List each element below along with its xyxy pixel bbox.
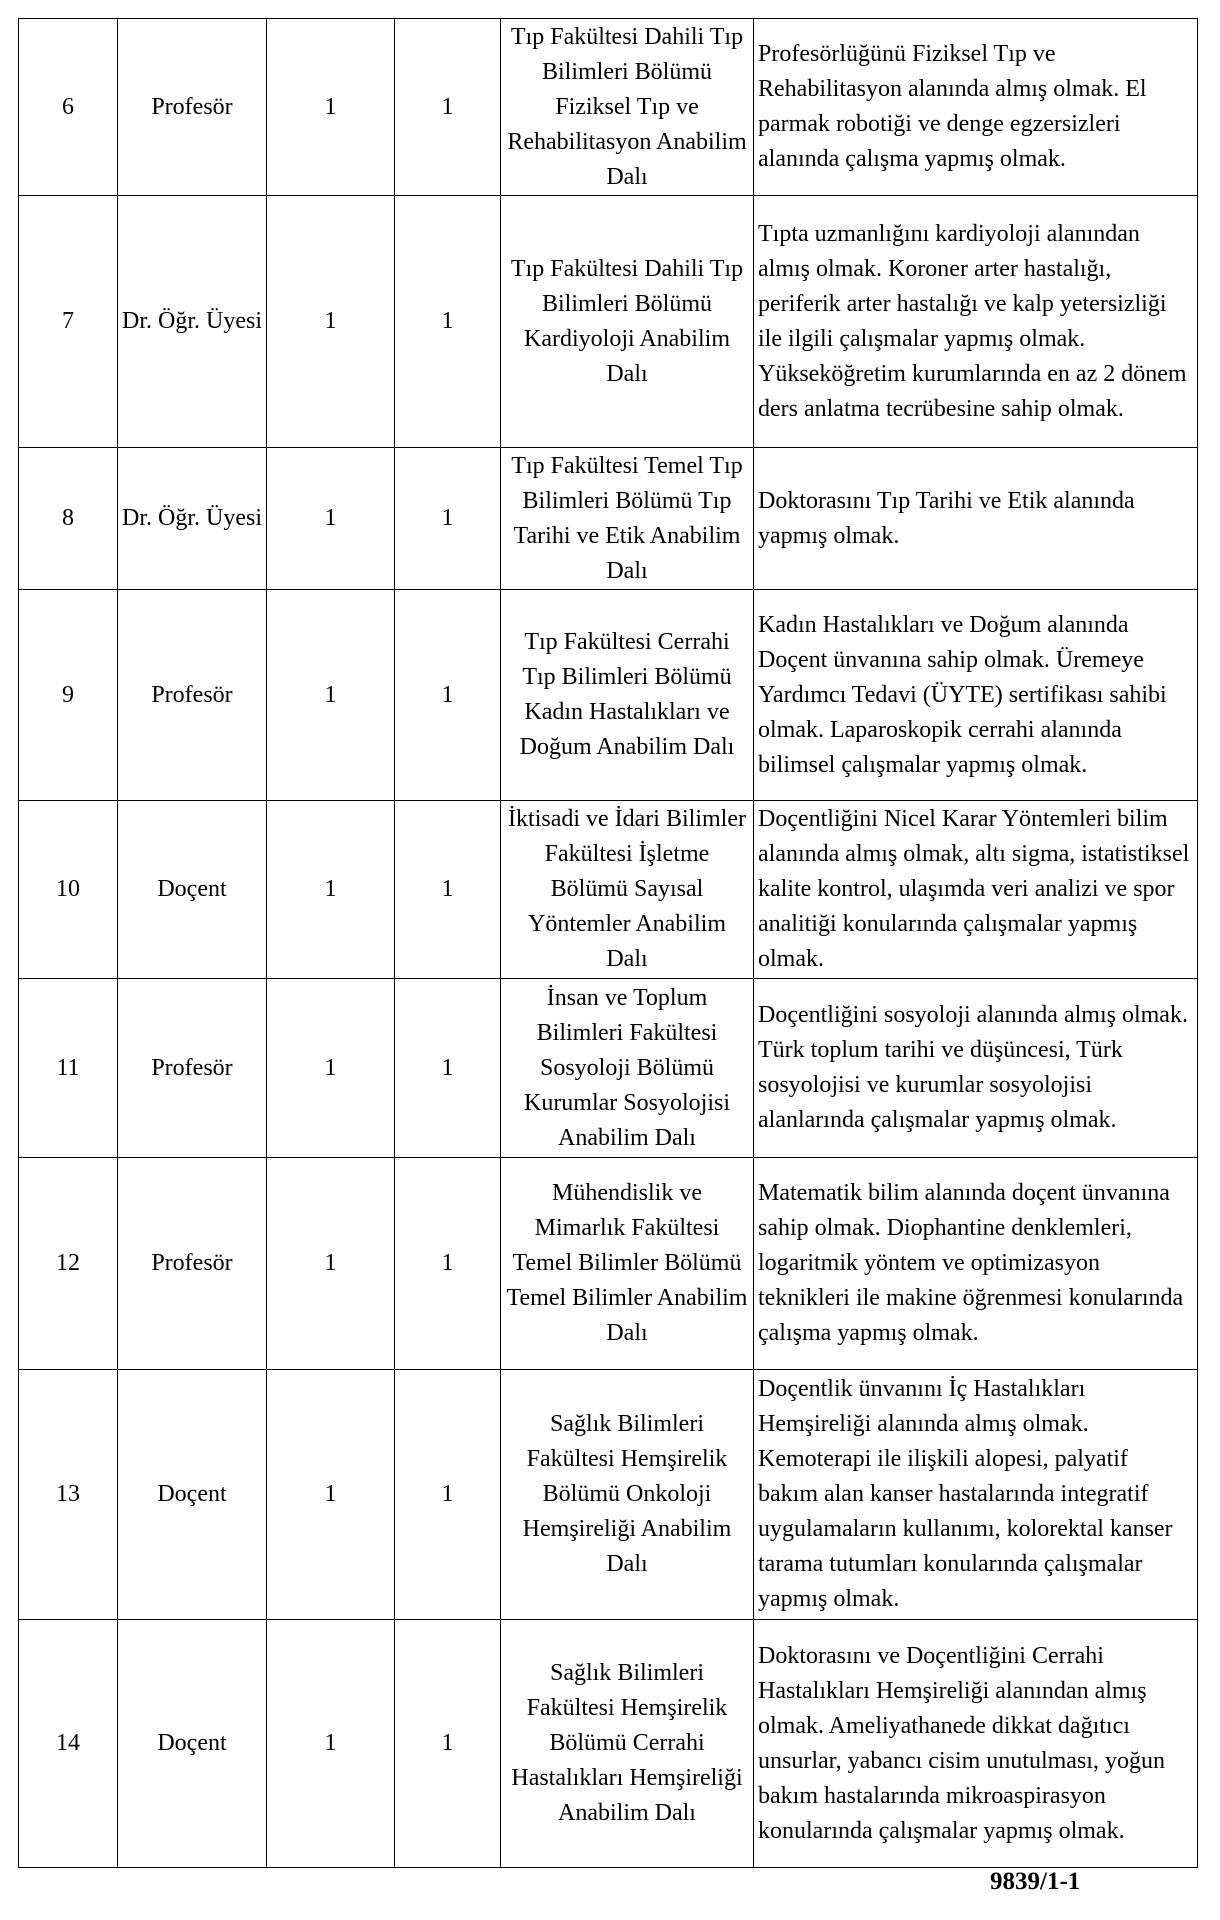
position-count-2: 1 [395, 590, 501, 801]
department: Sağlık Bilimleri Fakültesi Hemşirelik Bölümü Cerrahi Hastalıkları Hemşireliği Anabilim Dalı [501, 1620, 754, 1868]
position-count: 1 [267, 448, 395, 590]
position-count: 1 [267, 1370, 395, 1620]
position-count-2: 1 [395, 801, 501, 979]
academic-title: Profesör [118, 979, 267, 1158]
position-count-2: 1 [395, 196, 501, 448]
table-row [19, 196, 1198, 448]
position-count-2: 1 [395, 1158, 501, 1370]
requirements: Doçentliğini sosyoloji alanında almış olmak. Türk toplum tarihi ve düşüncesi, Türk sosyolojisi ve kurumlar sosyolojisi alanlarında çalışmalar yapmış olmak. [754, 979, 1198, 1158]
requirements: Doçentlik ünvanını İç Hastalıkları Hemşireliği alanında almış olmak. Kemoterapi ile ilişkili alopesi, palyatif bakım alan kanser hastalarında integratif uygulamaların kullanımı, kolorektal kanser tarama tutumları konularında çalışmalar yapmış olmak. [754, 1370, 1198, 1620]
requirements: Doktorasını ve Doçentliğini Cerrahi Hastalıkları Hemşireliği alanından almış olmak. Ameliyathanede dikkat dağıtıcı unsurlar, yabancı cisim unutulması, yoğun bakım hastalarında mikroaspirasyon konularında çalışmalar yapmış olmak. [754, 1620, 1198, 1868]
requirements: Kadın Hastalıkları ve Doğum alanında Doçent ünvanına sahip olmak. Üremeye Yardımcı Tedavi (ÜYTE) sertifikası sahibi olmak. Laparoskopik cerrahi alanında bilimsel çalışmalar yapmış olmak. [754, 590, 1198, 801]
position-count: 1 [267, 979, 395, 1158]
department: Tıp Fakültesi Cerrahi Tıp Bilimleri Bölümü Kadın Hastalıkları ve Doğum Anabilim Dalı [501, 590, 754, 801]
academic-title: Doçent [118, 801, 267, 979]
row-number: 8 [19, 448, 118, 590]
position-count-2: 1 [395, 979, 501, 1158]
requirements: Doktorasını Tıp Tarihi ve Etik alanında yapmış olmak. [754, 448, 1198, 590]
academic-title: Dr. Öğr. Üyesi [118, 196, 267, 448]
department: İnsan ve Toplum Bilimleri Fakültesi Sosyoloji Bölümü Kurumlar Sosyolojisi Anabilim Dalı [501, 979, 754, 1158]
table-row [19, 590, 1198, 801]
table-row [19, 19, 1198, 196]
requirements: Matematik bilim alanında doçent ünvanına sahip olmak. Diophantine denklemleri, logaritmik yöntem ve optimizasyon teknikleri ile makine öğrenmesi konularında çalışma yapmış olmak. [754, 1158, 1198, 1370]
position-count: 1 [267, 1158, 395, 1370]
document-number: 9839/1-1 [990, 1868, 1081, 1895]
table-row [19, 1370, 1198, 1620]
position-count-2: 1 [395, 19, 501, 196]
academic-title: Dr. Öğr. Üyesi [118, 448, 267, 590]
row-number: 7 [19, 196, 118, 448]
row-number: 13 [19, 1370, 118, 1620]
academic-title: Profesör [118, 1158, 267, 1370]
department: Sağlık Bilimleri Fakültesi Hemşirelik Bölümü Onkoloji Hemşireliği Anabilim Dalı [501, 1370, 754, 1620]
department: Tıp Fakültesi Dahili Tıp Bilimleri Bölümü Fiziksel Tıp ve Rehabilitasyon Anabilim Dalı [501, 19, 754, 196]
table-row [19, 448, 1198, 590]
table-row [19, 979, 1198, 1158]
position-count-2: 1 [395, 1370, 501, 1620]
position-count: 1 [267, 196, 395, 448]
department: Tıp Fakültesi Temel Tıp Bilimleri Bölümü Tıp Tarihi ve Etik Anabilim Dalı [501, 448, 754, 590]
department: Mühendislik ve Mimarlık Fakültesi Temel Bilimler Bölümü Temel Bilimler Anabilim Dalı [501, 1158, 754, 1370]
academic-title: Doçent [118, 1620, 267, 1868]
positions-table [18, 18, 1198, 1868]
table-row [19, 1158, 1198, 1370]
department: Tıp Fakültesi Dahili Tıp Bilimleri Bölümü Kardiyoloji Anabilim Dalı [501, 196, 754, 448]
position-count-2: 1 [395, 1620, 501, 1868]
academic-title: Doçent [118, 1370, 267, 1620]
requirements: Profesörlüğünü Fiziksel Tıp ve Rehabilitasyon alanında almış olmak. El parmak robotiği ve denge egzersizleri alanında çalışma yapmış olmak. [754, 19, 1198, 196]
requirements: Doçentliğini Nicel Karar Yöntemleri bilim alanında almış olmak, altı sigma, istatistiksel kalite kontrol, ulaşımda veri analizi ve spor analitiği konularında çalışmalar yapmış olmak. [754, 801, 1198, 979]
academic-title: Profesör [118, 19, 267, 196]
position-count: 1 [267, 1620, 395, 1868]
table-row [19, 1620, 1198, 1868]
academic-title: Profesör [118, 590, 267, 801]
position-count: 1 [267, 801, 395, 979]
position-count: 1 [267, 19, 395, 196]
position-count-2: 1 [395, 448, 501, 590]
department: İktisadi ve İdari Bilimler Fakültesi İşletme Bölümü Sayısal Yöntemler Anabilim Dalı [501, 801, 754, 979]
requirements: Tıpta uzmanlığını kardiyoloji alanından almış olmak. Koroner arter hastalığı, periferik arter hastalığı ve kalp yetersizliği ile ilgili çalışmalar yapmış olmak. Yükseköğretim kurumlarında en az 2 dönem ders anlatma tecrübesine sahip olmak. [754, 196, 1198, 448]
row-number: 10 [19, 801, 118, 979]
row-number: 9 [19, 590, 118, 801]
row-number: 11 [19, 979, 118, 1158]
table-row [19, 801, 1198, 979]
position-count: 1 [267, 590, 395, 801]
row-number: 14 [19, 1620, 118, 1868]
row-number: 6 [19, 19, 118, 196]
row-number: 12 [19, 1158, 118, 1370]
